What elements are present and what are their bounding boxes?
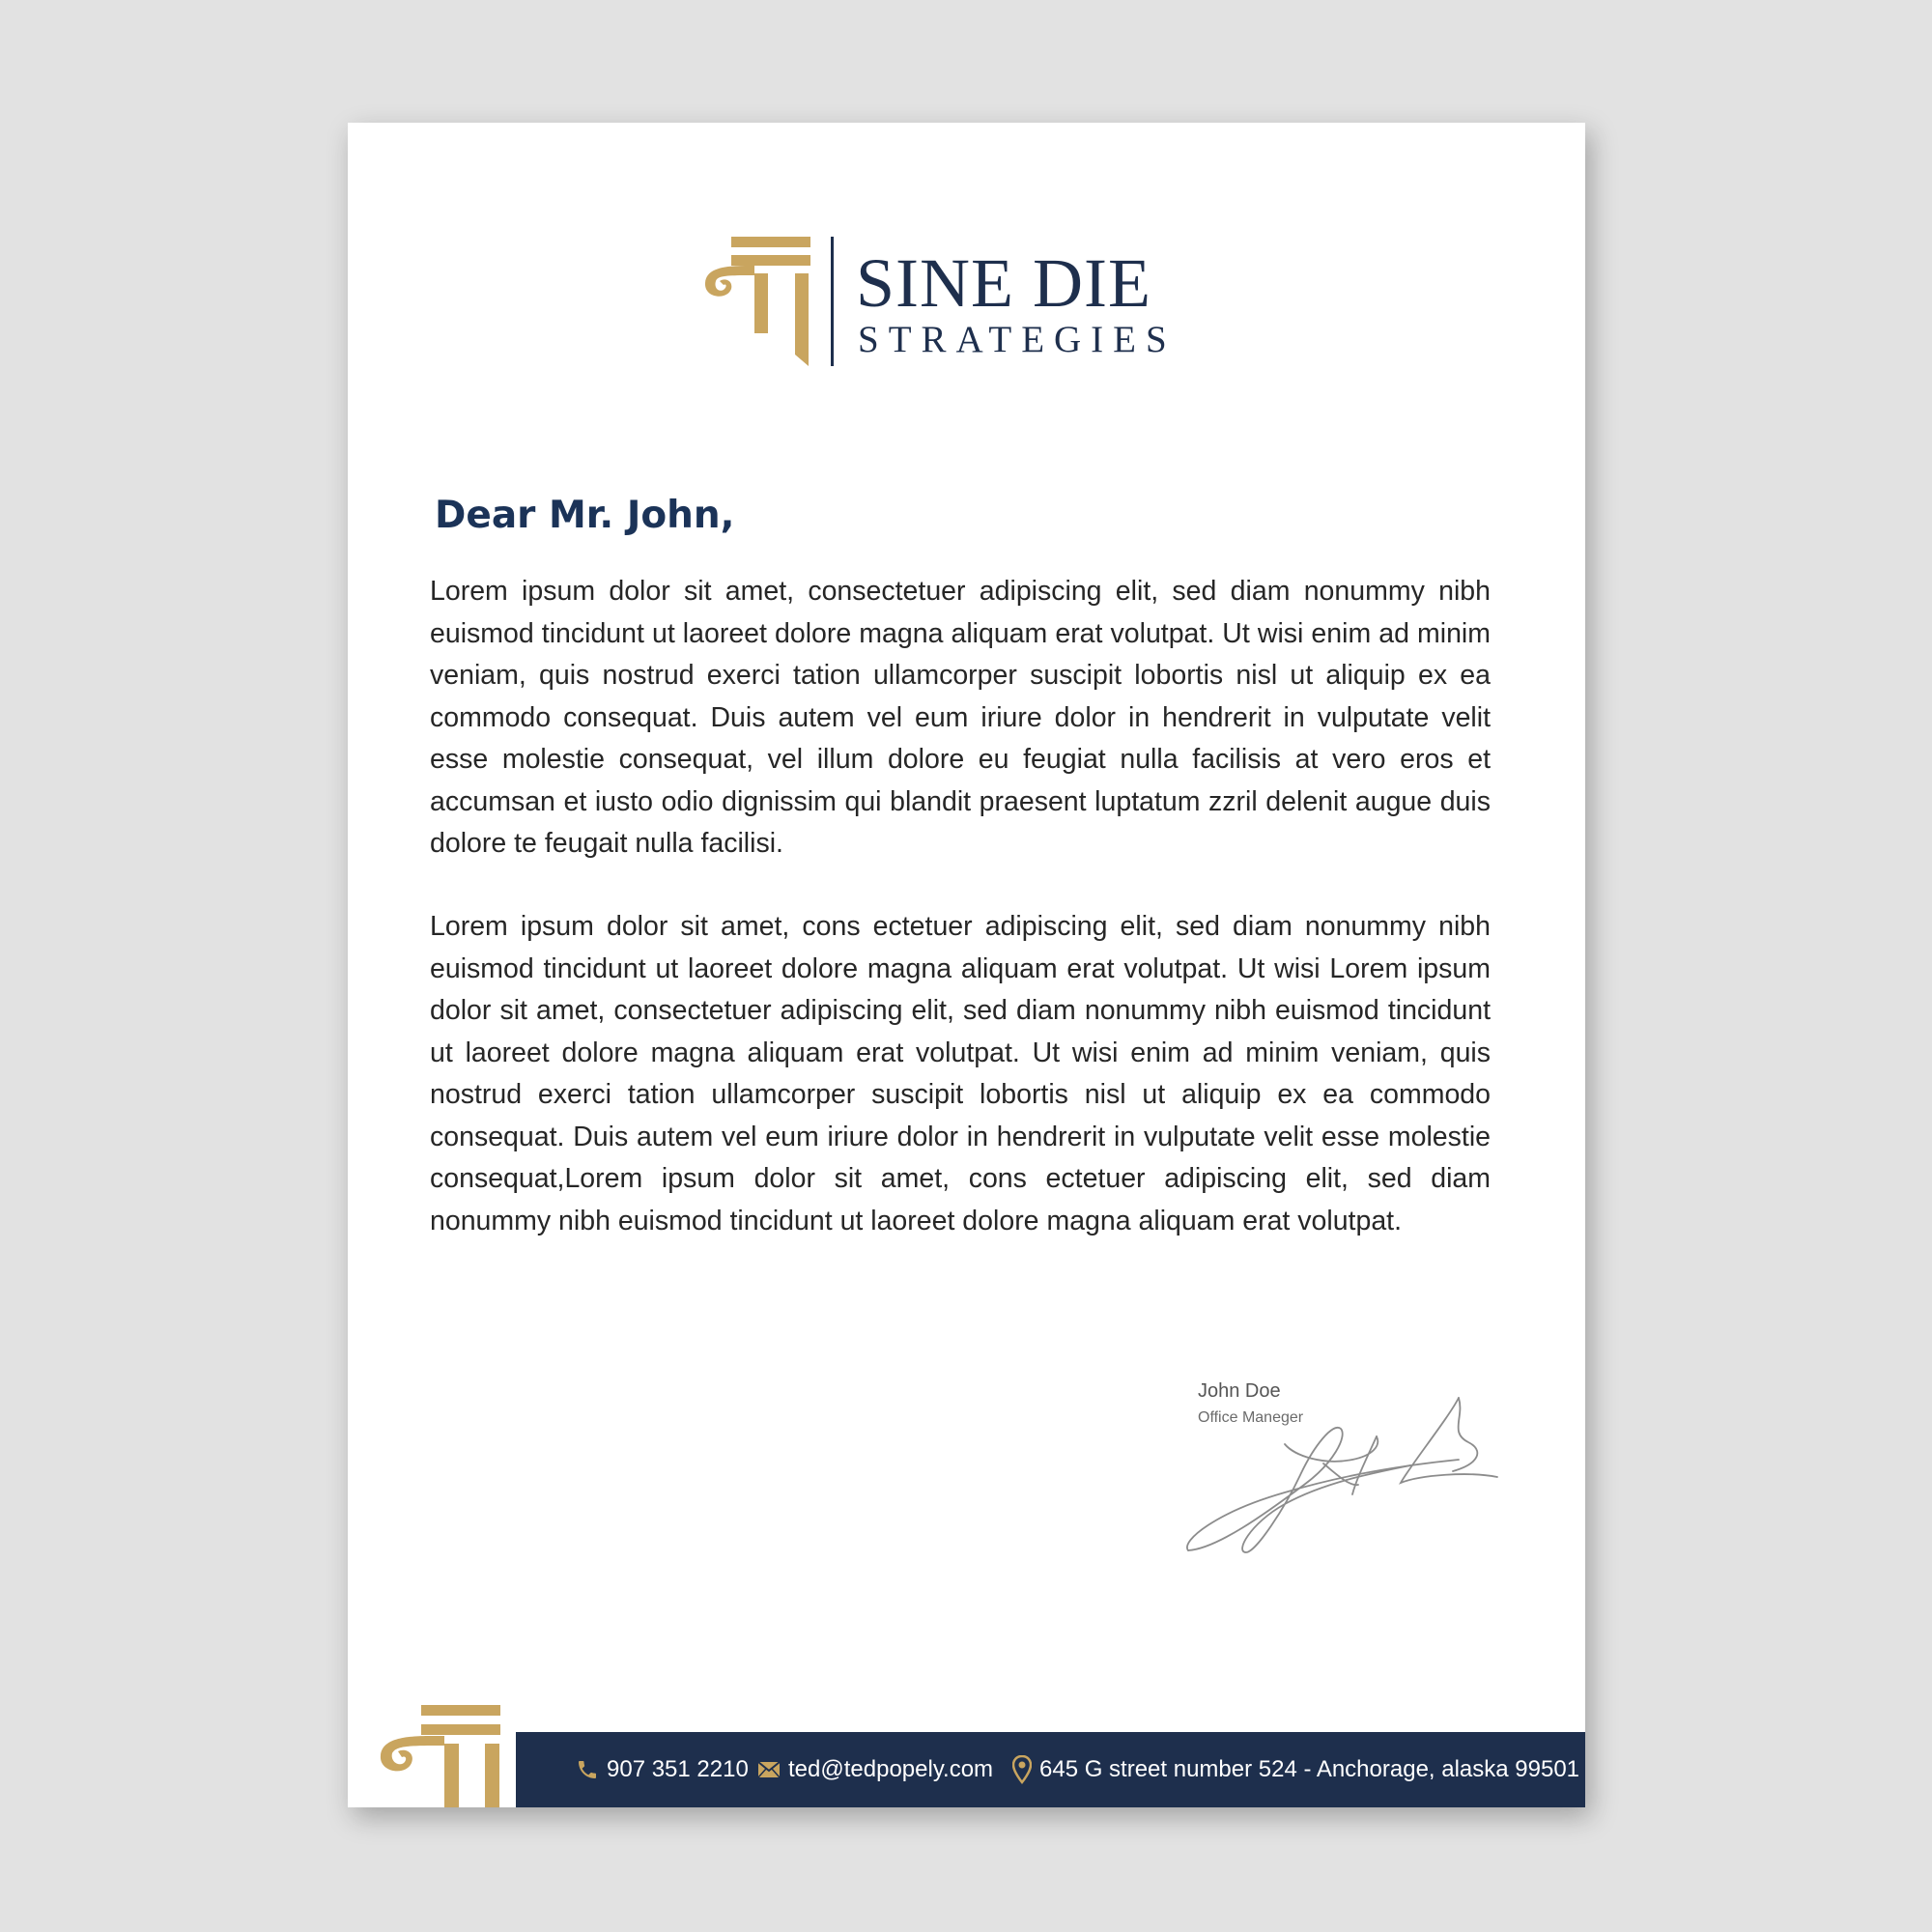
handwritten-signature (1179, 1378, 1507, 1562)
company-name: SINE DIE (856, 244, 1151, 322)
contact-phone[interactable] (576, 1753, 749, 1786)
email-address: ted@tedpopely.com (788, 1756, 994, 1782)
envelope-icon (757, 1761, 781, 1778)
signer-title: Office Maneger (1198, 1409, 1304, 1426)
street-address: 645 G street number 524 - Anchorage, alaska 99501 (1039, 1756, 1580, 1782)
letterhead-page (348, 123, 1585, 1807)
letter-paragraph-2: Lorem ipsum dolor sit amet, cons ectetuer adipiscing elit, sed diam nonummy nibh euismod tincidunt ut laoreet dolore magna aliquam erat volutpat. Ut wisi Lorem ipsum dolor sit amet, consectetuer adipiscing elit, sed diam nonummy nibh euismod tincidunt ut laoreet dolore magna aliquam erat volutpat. Ut wisi enim ad minim veniam, quis nostrud exerci tation ullamcorper suscipit lobortis nisl ut aliquip ex ea commodo consequat. Duis autem vel eum iriure dolor in hendrerit in vulputate velit esse molestie consequat,Lorem ipsum dolor sit amet, cons ectetuer adipiscing elit, sed diam nonummy nibh euismod tincidunt ut laoreet dolore magna aliquam erat volutpat. (430, 911, 1491, 1236)
ionic-column-icon (702, 237, 810, 366)
letter-paragraph-1: Lorem ipsum dolor sit amet, consectetuer adipiscing elit, sed diam nonummy nibh euismod tincidunt ut laoreet dolore magna aliquam erat volutpat. Ut wisi enim ad minim veniam, quis nostrud exerci tation ullamcorper suscipit lobortis nisl ut aliquip ex ea commodo consequat. Duis autem vel eum iriure dolor in hendrerit in vulputate velit esse molestie consequat, vel illum dolore eu feugiat nulla facilisis at vero eros et accumsan et iusto odio dignissim qui blandit praesent luptatum zzril delenit augue duis dolore te feugait nulla facilisi. (430, 576, 1491, 859)
phone-icon (576, 1757, 599, 1782)
contact-address[interactable] (1012, 1753, 1579, 1786)
contact-email[interactable] (757, 1753, 993, 1786)
phone-number: 907 351 2210 (607, 1756, 749, 1782)
signer-name: John Doe (1198, 1380, 1281, 1402)
company-subtitle: STRATEGIES (858, 319, 1177, 360)
salutation: Dear Mr. John, (435, 494, 735, 537)
map-pin-icon (1012, 1755, 1032, 1784)
footer-contact-bar (516, 1732, 1585, 1807)
logo-divider (831, 237, 834, 366)
footer-column-icon (377, 1701, 502, 1807)
